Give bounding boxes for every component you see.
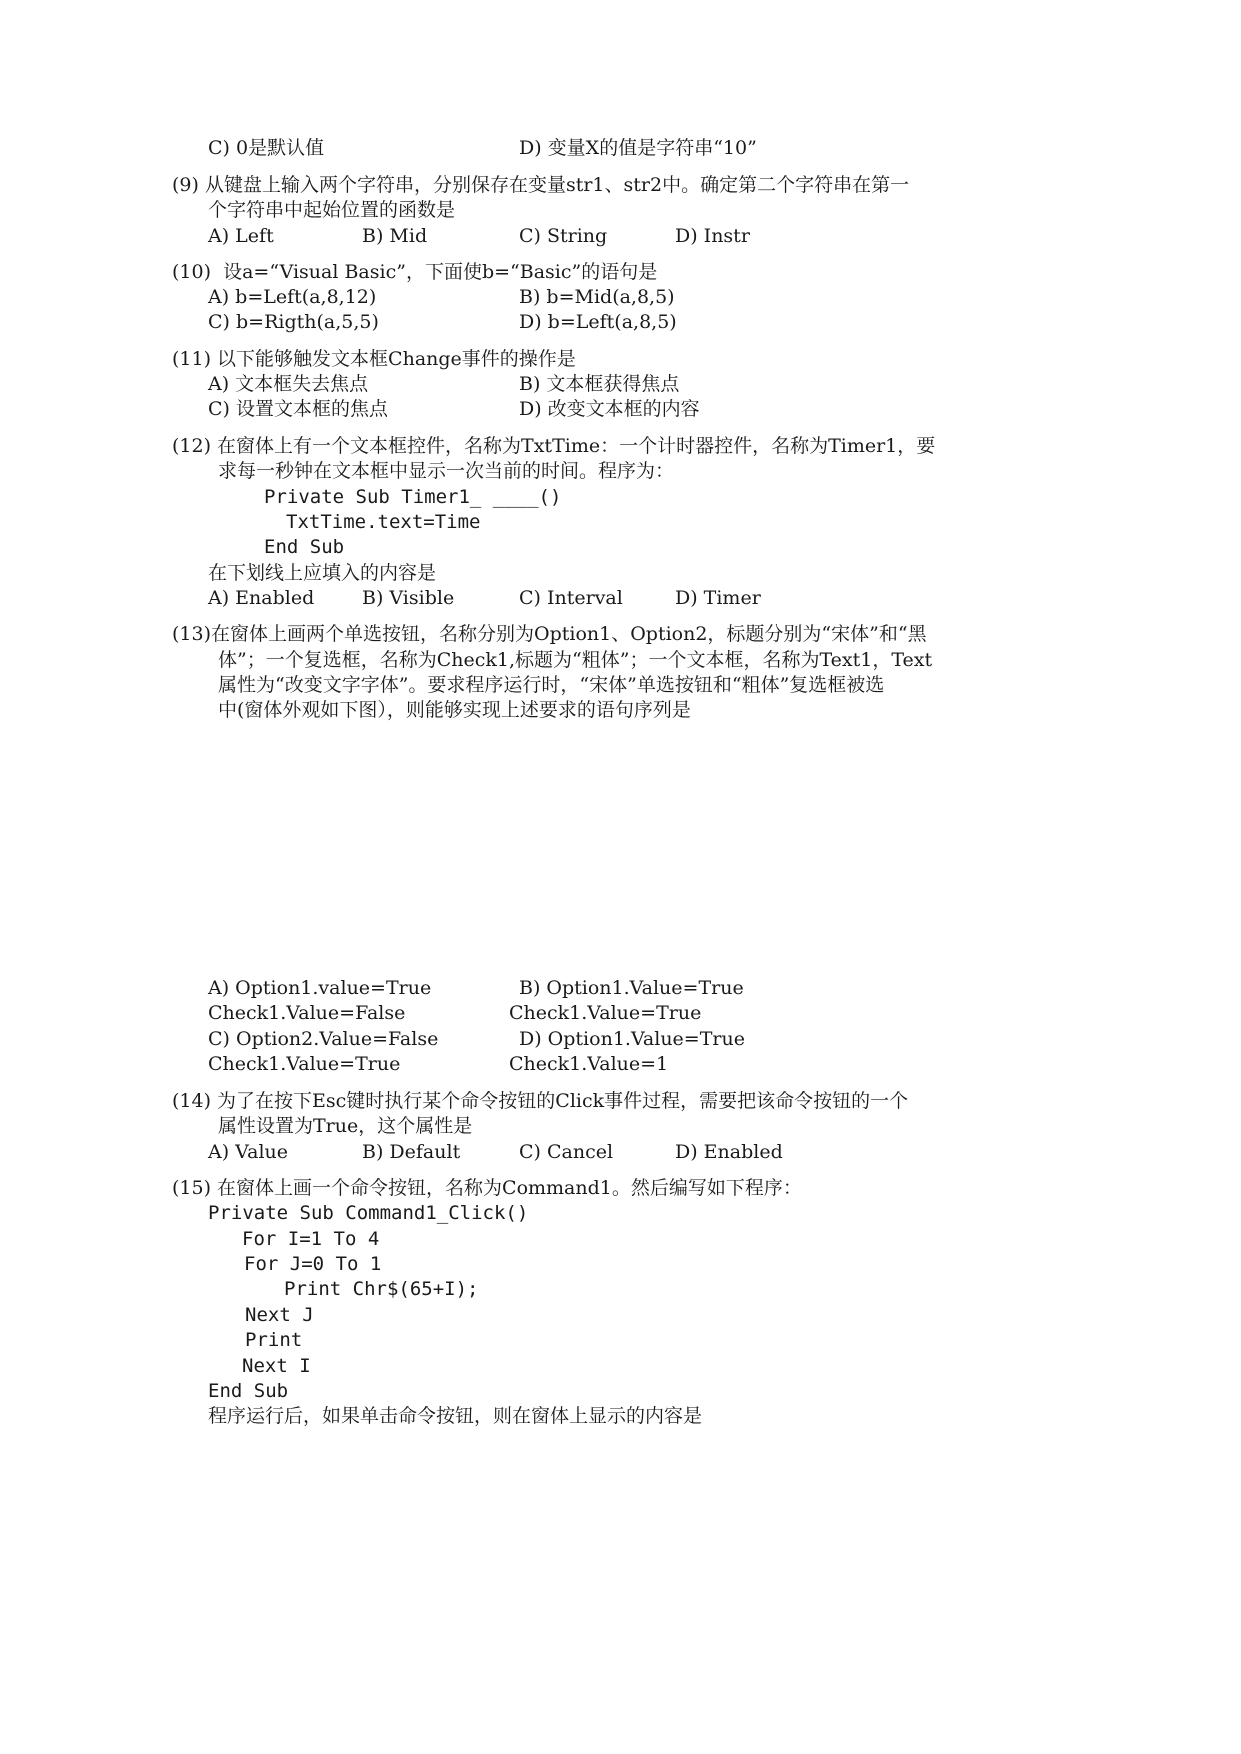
q15-code-line2: For I=1 To 4 [242, 1228, 380, 1250]
q15-code-line6: Print [245, 1329, 303, 1351]
q15-code-line1: Private Sub Command1_Click() [208, 1202, 529, 1224]
q15-code-line4: Print Chr$(65+I); [284, 1278, 479, 1300]
q14-option-c: C) Cancel [519, 1141, 614, 1163]
q10-option-c: C) b=Rigth(a,5,5) [208, 311, 379, 333]
q13-option-b-line2: Check1.Value=True [509, 1002, 702, 1024]
q14-stem-line2: 属性设置为True，这个属性是 [218, 1115, 473, 1137]
q8-option-c: C) 0是默认值 [208, 137, 325, 159]
q9-option-b: B) Mid [362, 225, 428, 247]
q12-code-line2: TxtTime.text=Time [286, 511, 481, 533]
q12-code-line1: Private Sub Timer1_ ____() [264, 486, 562, 508]
q12-prompt: 在下划线上应填入的内容是 [208, 562, 437, 584]
q13-stem-line2: 体”；一个复选框，名称为Check1,标题为“粗体”；一个文本框，名称为Text1，Text [218, 649, 933, 671]
q14-option-a: A) Value [208, 1141, 289, 1163]
q14-option-b: B) Default [362, 1141, 461, 1163]
q13-option-b-line1: B) Option1.Value=True [519, 977, 744, 999]
q9-stem-line2: 个字符串中起始位置的函数是 [208, 199, 456, 221]
q12-stem-line1: (12) 在窗体上有一个文本框控件，名称为TxtTime：一个计时器控件，名称为Timer1，要 [172, 435, 936, 457]
q9-option-a: A) Left [208, 225, 274, 247]
q15-code-line5: Next J [245, 1304, 314, 1326]
q10-option-b: B) b=Mid(a,8,5) [519, 286, 675, 308]
q11-option-c: C) 设置文本框的焦点 [208, 398, 388, 420]
q12-option-b: B) Visible [362, 587, 455, 609]
q12-code-line3: End Sub [264, 536, 345, 558]
q12-option-a: A) Enabled [208, 587, 315, 609]
q15-prompt: 程序运行后，如果单击命令按钮，则在窗体上显示的内容是 [208, 1405, 703, 1427]
q12-option-c: C) Interval [519, 587, 623, 609]
q15-code-line8: End Sub [208, 1380, 289, 1402]
q15-code-line7: Next I [242, 1355, 311, 1377]
q15-code-line3: For J=0 To 1 [244, 1253, 382, 1275]
q8-option-d: D) 变量X的值是字符串“10” [519, 137, 757, 159]
q13-stem-line3: 属性为“改变文字字体”。要求程序运行时，“宋体”单选按钮和“粗体”复选框被选 [218, 674, 885, 696]
q11-option-b: B) 文本框获得焦点 [519, 373, 680, 395]
q14-stem-line1: (14) 为了在按下Esc键时执行某个命令按钮的Click事件过程，需要把该命令按钮的一个 [172, 1090, 909, 1112]
q13-option-a-line1: A) Option1.value=True [208, 977, 432, 999]
q11-option-a: A) 文本框失去焦点 [208, 373, 369, 395]
q10-option-d: D) b=Left(a,8,5) [519, 311, 677, 333]
q13-option-d-line1: D) Option1.Value=True [519, 1028, 745, 1050]
q13-stem-line4: 中(窗体外观如下图），则能够实现上述要求的语句序列是 [218, 699, 691, 721]
q14-option-d: D) Enabled [675, 1141, 783, 1163]
q9-option-d: D) Instr [675, 225, 750, 247]
q13-option-c-line1: C) Option2.Value=False [208, 1028, 439, 1050]
q13-option-c-line2: Check1.Value=True [208, 1053, 401, 1075]
q10-option-a: A) b=Left(a,8,12) [208, 286, 377, 308]
q15-stem: (15) 在窗体上画一个命令按钮，名称为Command1。然后编写如下程序： [172, 1177, 802, 1199]
q10-stem: (10) 设a=“Visual Basic”，下面使b=“Basic”的语句是 [172, 261, 658, 283]
q12-option-d: D) Timer [675, 587, 761, 609]
q13-stem-line1: (13)在窗体上画两个单选按钮，名称分别为Option1、Option2，标题分别为“宋体”和“黑 [172, 623, 927, 645]
q13-option-d-line2: Check1.Value=1 [509, 1053, 669, 1075]
q13-option-a-line2: Check1.Value=False [208, 1002, 406, 1024]
q11-option-d: D) 改变文本框的内容 [519, 398, 700, 420]
q12-stem-line2: 求每一秒钟在文本框中显示一次当前的时间。程序为： [218, 460, 675, 482]
q11-stem: (11) 以下能够触发文本框Change事件的操作是 [172, 348, 576, 370]
q9-option-c: C) String [519, 225, 608, 247]
q9-stem-line1: (9) 从键盘上输入两个字符串，分别保存在变量str1、str2中。确定第二个字符串在第一 [172, 174, 910, 196]
